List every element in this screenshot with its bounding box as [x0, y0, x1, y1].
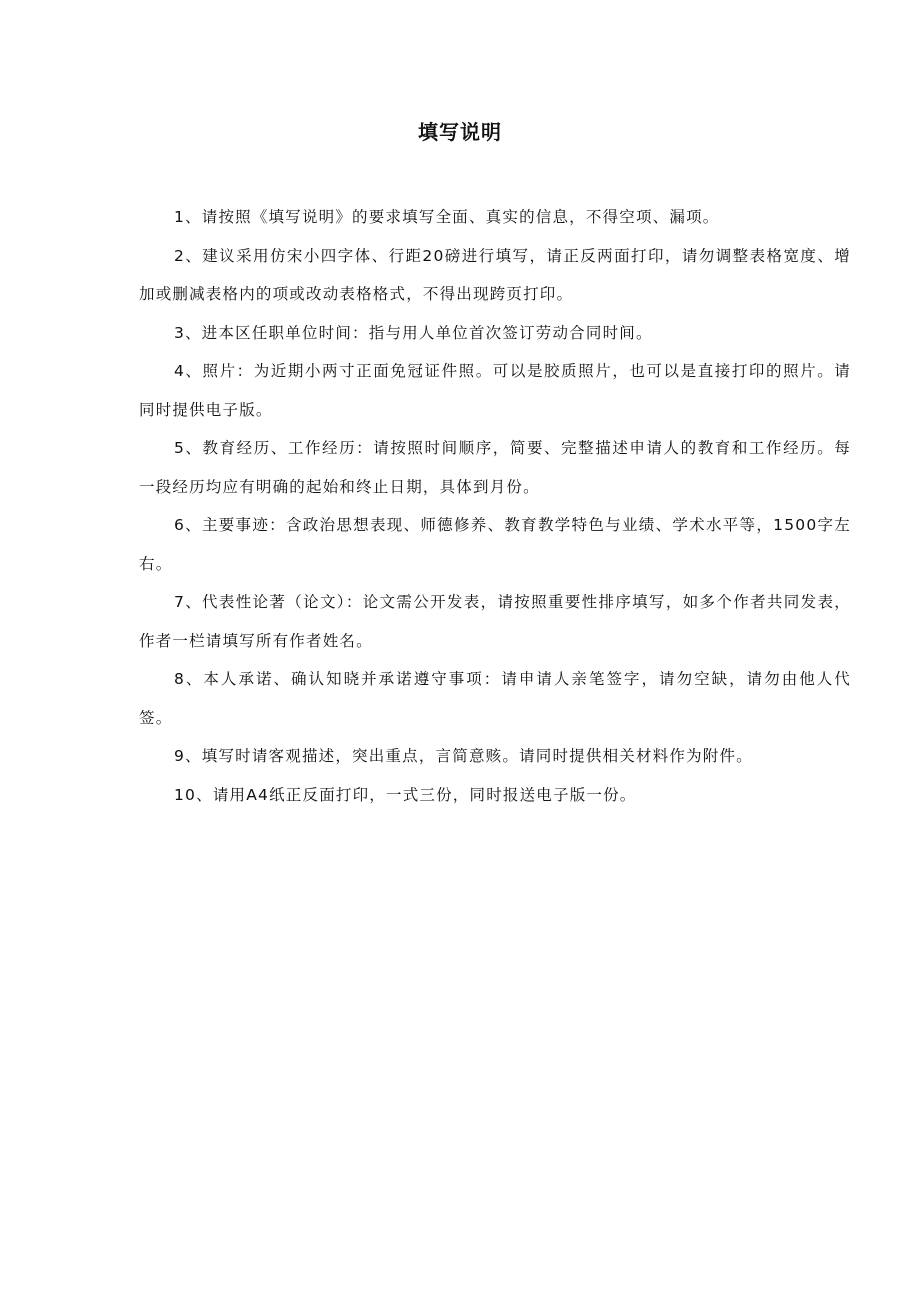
instruction-item-9: 9、填写时请客观描述，突出重点，言简意赅。请同时提供相关材料作为附件。: [174, 747, 753, 765]
instructions-list: [139, 198, 851, 814]
instruction-item-10: 10、请用A4纸正反面打印，一式三份，同时报送电子版一份。: [174, 785, 637, 804]
instruction-item-3: 3、进本区任职单位时间：指与用人单位首次签订劳动合同时间。: [174, 323, 653, 342]
instruction-item-4: 4、照片：为近期小两寸正面免冠证件照。可以是胶质照片，也可以是直接打印的照片。请同时提供电子版。: [139, 362, 851, 419]
instruction-item-6: 6、主要事迹：含政治思想表现、师德修养、教育教学特色与业绩、学术水平等，1500字左右。: [139, 516, 851, 573]
instruction-item-5: 5、教育经历、工作经历：请按照时间顺序，简要、完整描述申请人的教育和工作经历。每一段经历均应有明确的起始和终止日期，具体到月份。: [139, 439, 851, 496]
instruction-item-7: 7、代表性论著（论文）：论文需公开发表，请按照重要性排序填写，如多个作者共同发表，作者一栏请填写所有作者姓名。: [139, 593, 851, 650]
instruction-item-1: 1、请按照《填写说明》的要求填写全面、真实的信息，不得空项、漏项。: [174, 208, 720, 226]
page-title: 填写说明: [418, 120, 502, 144]
instruction-item-2: 2、建议采用仿宋小四字体、行距20磅进行填写，请正反两面打印，请勿调整表格宽度、增加或删减表格内的项或改动表格格式，不得出现跨页打印。: [139, 246, 851, 303]
instruction-item-8: 8、本人承诺、确认知晓并承诺遵守事项：请申请人亲笔签字，请勿空缺，请勿由他人代签。: [139, 670, 851, 727]
